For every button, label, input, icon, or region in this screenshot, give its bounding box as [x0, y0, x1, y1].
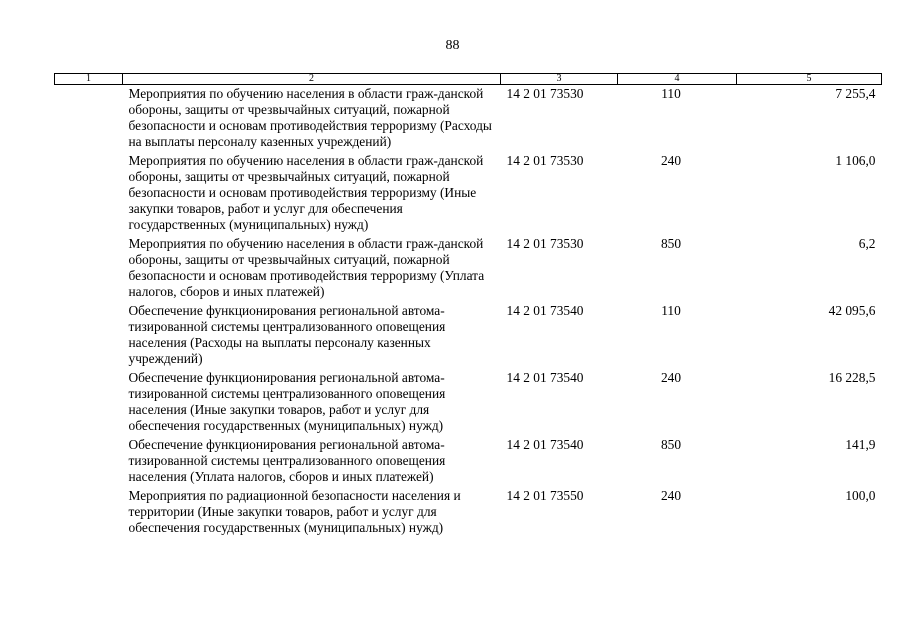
page-number: 88 — [445, 38, 460, 53]
header-row — [55, 74, 882, 85]
expense-type: 240 — [660, 488, 682, 503]
amount: 7 255,4 — [835, 86, 876, 101]
header-col-5: 5 — [737, 74, 882, 85]
row-number-cell — [55, 436, 123, 487]
expense-type: 110 — [661, 303, 681, 318]
table-body — [55, 85, 882, 539]
expense-type: 110 — [661, 86, 681, 101]
table-header — [55, 74, 882, 85]
amount: 16 228,5 — [828, 370, 876, 385]
target-article-code: 14 2 01 73540 — [506, 370, 584, 385]
expense-type: 850 — [660, 236, 682, 251]
table-row — [55, 487, 882, 538]
row-number-cell — [55, 487, 123, 538]
table-row — [55, 302, 882, 369]
expense-type: 850 — [660, 437, 682, 452]
table-row — [55, 369, 882, 436]
budget-table — [54, 73, 882, 538]
row-number-cell — [55, 302, 123, 369]
expense-type: 240 — [660, 153, 682, 168]
expense-name: Мероприятия по обучению населения в области граж-данской обороны, защиты от чрезвычайных ситуаций, пожарной безопасности и основам противодействия терроризму (Расходы на выплаты персоналу казенных учреждений) — [128, 86, 492, 149]
target-article-code: 14 2 01 73540 — [506, 437, 584, 452]
header-col-3: 3 — [501, 74, 618, 85]
expense-name: Обеспечение функционирования региональной автома-тизированной системы централизованного оповещения населения (Уплата налогов, сборов и иных платежей) — [128, 437, 446, 484]
row-number-cell — [55, 85, 123, 153]
table-row — [55, 235, 882, 302]
header-col-1: 1 — [55, 74, 123, 85]
header-col-2: 2 — [123, 74, 501, 85]
expense-name: Обеспечение функционирования региональной автома-тизированной системы централизованного оповещения населения (Иные закупки товаров, работ и услуг для обеспечения государственных (муниципальных) нужд) — [128, 370, 446, 433]
expense-type: 240 — [660, 370, 682, 385]
expense-name: Мероприятия по радиационной безопасности населения и территории (Иные закупки товаров, работ и услуг для обеспечения государственных (муниципальных) нужд) — [128, 488, 461, 535]
row-number-cell — [55, 235, 123, 302]
target-article-code: 14 2 01 73530 — [506, 153, 584, 168]
expense-name: Мероприятия по обучению населения в области граж-данской обороны, защиты от чрезвычайных ситуаций, пожарной безопасности и основам противодействия терроризму (Уплата налогов, сборов и иных платежей) — [128, 236, 485, 299]
amount: 1 106,0 — [835, 153, 876, 168]
amount: 100,0 — [845, 488, 876, 503]
row-number-cell — [55, 369, 123, 436]
table-row — [55, 85, 882, 153]
target-article-code: 14 2 01 73530 — [506, 236, 584, 251]
amount: 141,9 — [845, 437, 876, 452]
expense-name: Обеспечение функционирования региональной автома-тизированной системы централизованного оповещения населения (Расходы на выплаты персоналу казенных учреждений) — [128, 303, 446, 366]
expense-name: Мероприятия по обучению населения в области граж-данской обороны, защиты от чрезвычайных ситуаций, пожарной безопасности и основам противодействия терроризму (Иные закупки товаров, работ и услуг для обеспечения государственных (муниципальных) нужд) — [128, 153, 484, 232]
amount: 42 095,6 — [828, 303, 876, 318]
table-row — [55, 436, 882, 487]
header-col-4: 4 — [618, 74, 737, 85]
table-row — [55, 152, 882, 235]
amount: 6,2 — [858, 236, 876, 251]
target-article-code: 14 2 01 73530 — [506, 86, 584, 101]
target-article-code: 14 2 01 73540 — [506, 303, 584, 318]
target-article-code: 14 2 01 73550 — [506, 488, 584, 503]
row-number-cell — [55, 152, 123, 235]
